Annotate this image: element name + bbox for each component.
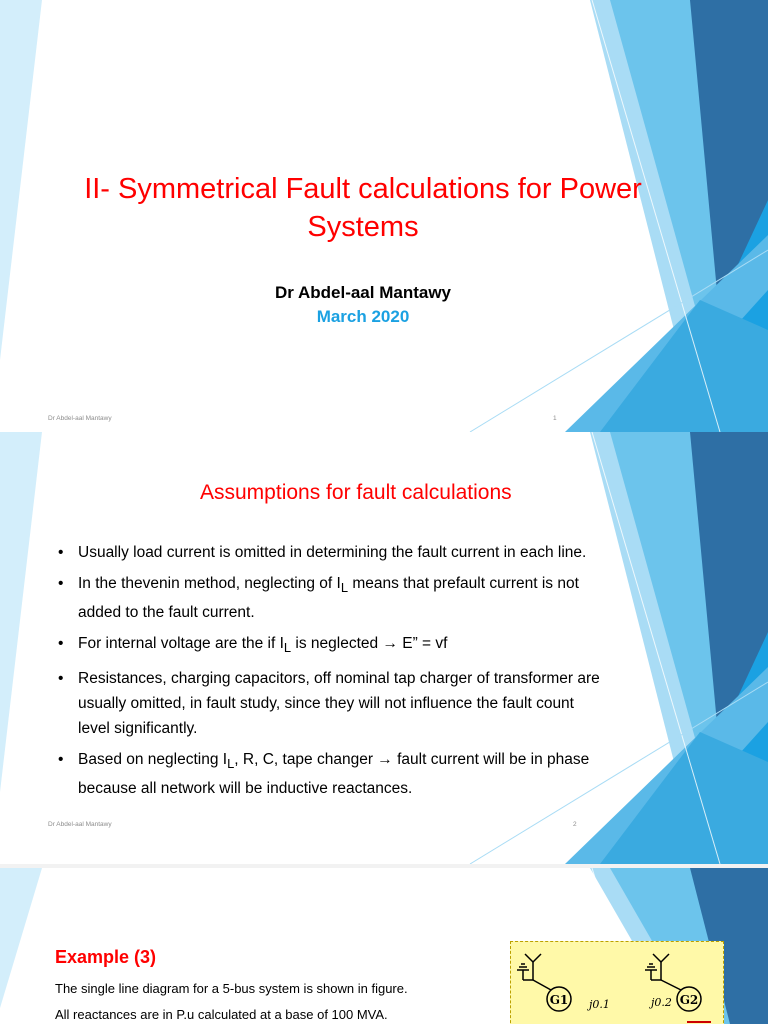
slide-1-page-number: 1 — [553, 415, 557, 422]
slide-1-title: II- Symmetrical Fault calculations for Power Systems — [84, 173, 642, 243]
slide-1 — [0, 0, 768, 432]
slide-1-footer: Dr Abdel-aal Mantawy — [48, 415, 112, 422]
bullet-item: • Usually load current is omitted in determining the fault current in each line. — [58, 544, 587, 561]
slide-1-author: Dr Abdel-aal Mantawy — [274, 283, 452, 302]
generator-2-label: G2 — [679, 993, 699, 1007]
slide-2-bullet-list — [58, 540, 610, 807]
reactance-1-label: j0.1 — [589, 998, 610, 1011]
reactance-2-label: j0.2 — [651, 996, 672, 1009]
bullet-item: • For internal voltage are the if $I_L$ is neglected → E” = vf — [58, 635, 448, 656]
slide-2 — [0, 432, 768, 864]
slide-3 — [0, 868, 768, 1024]
single-line-diagram — [510, 941, 724, 1024]
bullet-item: • In the thevenin method, neglecting of $I_L$ means that prefault current is not added to the fault current. — [58, 575, 579, 622]
slide-3-title: Example (3) — [55, 947, 157, 967]
bullet-item: • Resistances, charging capacitors, off nominal tap charger of transformer are usually omitted, in fault study, since they will not influence the fault count level significantly. — [58, 670, 600, 738]
generator-1-label: G1 — [549, 993, 569, 1007]
slide-2-page-number: 2 — [573, 821, 577, 828]
slide-2-footer: Dr Abdel-aal Mantawy — [48, 821, 112, 828]
slide-3-text-line: The single line diagram for a 5-bus system is shown in figure. — [55, 981, 408, 996]
slide-2-title: Assumptions for fault calculations — [200, 481, 512, 504]
diagram-drawing — [511, 942, 723, 1024]
slide-1-date: March 2020 — [316, 307, 410, 326]
slide-3-text-line: All reactances are in P.u calculated at a base of 100 MVA. — [55, 1007, 388, 1022]
bullet-item: • Based on neglecting $I_L$, R, C, tape changer → fault current will be in phase because all network will be inductive reactances. — [58, 751, 590, 798]
